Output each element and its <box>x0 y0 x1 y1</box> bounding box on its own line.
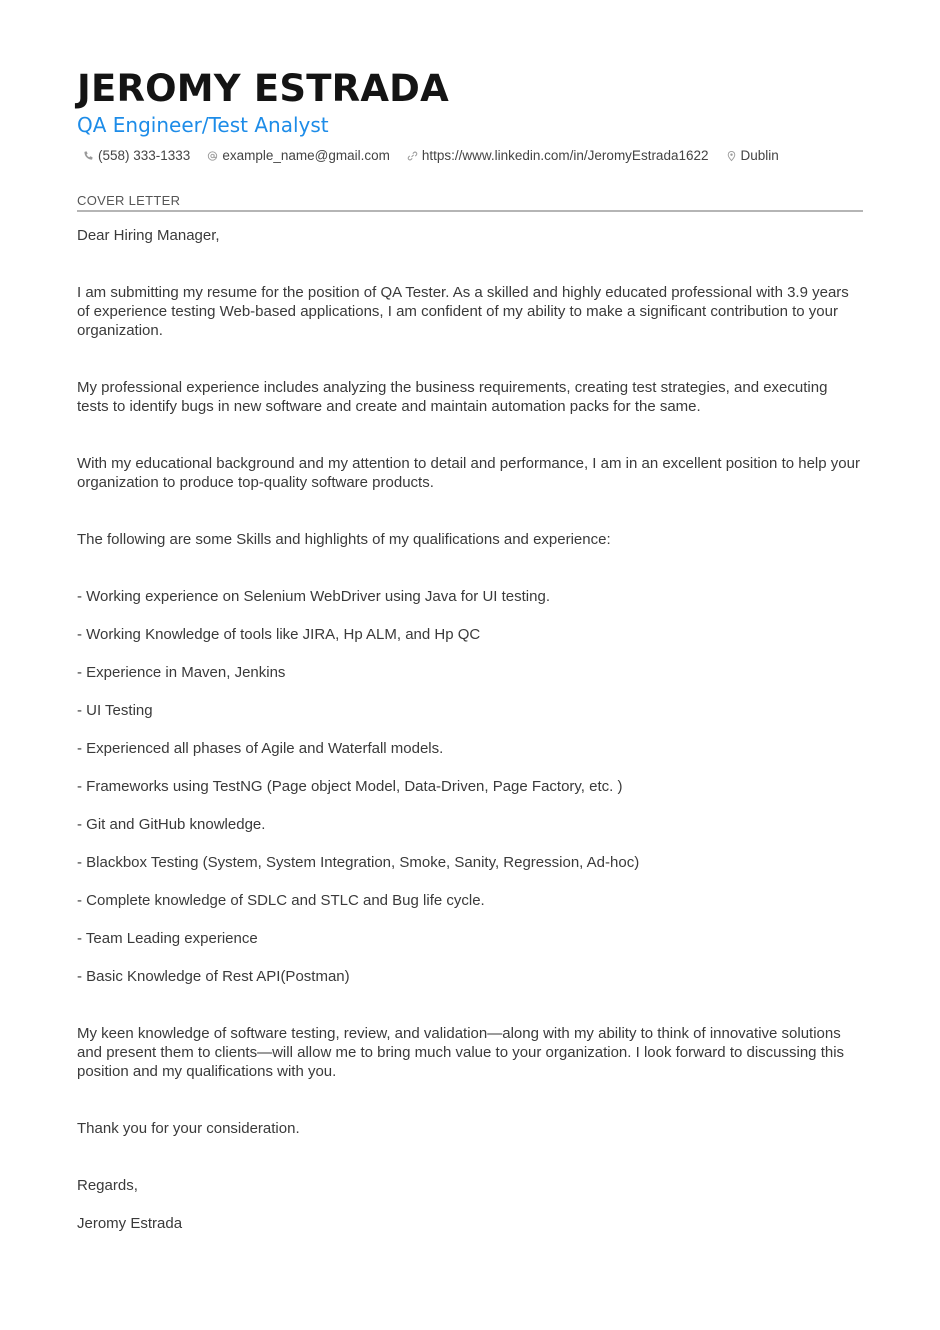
skill-item: - Experienced all phases of Agile and Waterfall models. <box>77 740 444 757</box>
skill-item: - Basic Knowledge of Rest API(Postman) <box>77 968 350 985</box>
phone-number: (558) 333-1333 <box>98 148 191 163</box>
skill-item: - Blackbox Testing (System, System Integration, Smoke, Sanity, Regression, Ad-hoc) <box>77 854 640 871</box>
linkedin-url[interactable]: https://www.linkedin.com/in/JeromyEstrada1622 <box>421 148 709 163</box>
contact-email[interactable] <box>207 148 390 163</box>
paragraph-education: With my educational background and my attention to detail and performance, I am in an excellent position to help your organization to produce top-quality software products. <box>77 455 860 491</box>
section-heading: COVER LETTER <box>77 193 863 212</box>
skill-item: - Working experience on Selenium WebDriver using Java for UI testing. <box>77 588 550 605</box>
paragraph-skills-intro: The following are some Skills and highlights of my qualifications and experience: <box>77 531 611 548</box>
contact-location <box>726 148 779 163</box>
skill-item: - Experience in Maven, Jenkins <box>77 664 286 681</box>
contact-phone <box>83 148 190 163</box>
closing-line: Regards, <box>77 1177 138 1194</box>
thanks-line: Thank you for your consideration. <box>77 1120 300 1137</box>
skill-item: - UI Testing <box>77 702 153 719</box>
phone-icon <box>83 150 94 162</box>
paragraph-closing: My keen knowledge of software testing, review, and validation—along with my ability to think of innovative solutions and present them to clients—will allow me to bring much value to your organization. I look forward to discussing this position and my qualifications with you. <box>77 1025 845 1080</box>
location-text: Dublin <box>740 148 779 163</box>
skill-item: - Git and GitHub knowledge. <box>77 816 266 833</box>
salutation: Dear Hiring Manager, <box>77 227 220 244</box>
skill-item: - Frameworks using TestNG (Page object Model, Data-Driven, Page Factory, etc. ) <box>77 778 623 795</box>
skill-item: - Complete knowledge of SDLC and STLC and Bug life cycle. <box>77 892 485 909</box>
letter-body <box>77 226 863 1233</box>
paragraph-intro: I am submitting my resume for the position of QA Tester. As a skilled and highly educated professional with 3.9 years of experience testing Web-based applications, I am confident of my ability to make a significant contribution to your organization. <box>77 284 849 339</box>
signature: Jeromy Estrada <box>77 1215 183 1232</box>
contact-linkedin[interactable] <box>407 148 709 163</box>
skill-item: - Team Leading experience <box>77 930 258 947</box>
at-icon <box>207 150 218 162</box>
email-address[interactable]: example_name@gmail.com <box>222 148 390 163</box>
job-title: QA Engineer/Test Analyst <box>77 113 329 137</box>
skill-item: - Working Knowledge of tools like JIRA, Hp ALM, and Hp QC <box>77 626 481 643</box>
contact-bar <box>77 148 863 163</box>
candidate-name: JEROMY ESTRADA <box>77 67 449 110</box>
location-pin-icon <box>726 150 737 162</box>
paragraph-experience: My professional experience includes analyzing the business requirements, creating test strategies, and executing tests to identify bugs in new software and create and maintain automation packs for the same. <box>77 379 828 415</box>
link-icon <box>407 150 418 162</box>
